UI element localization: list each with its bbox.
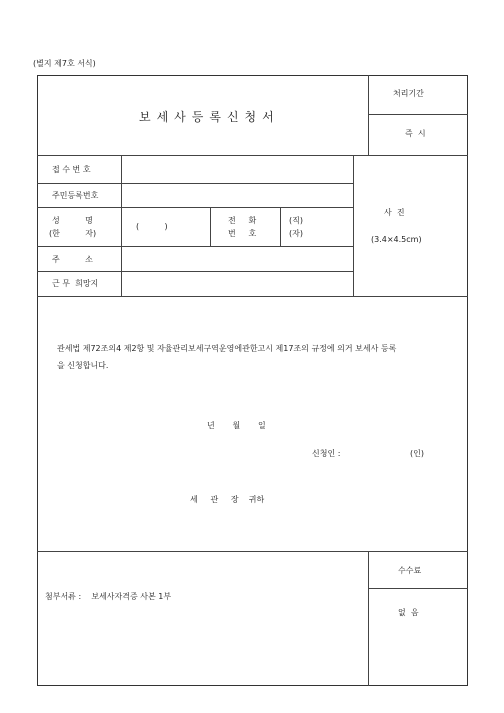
workplace-label: 근 무 희망지 — [52, 279, 99, 288]
rule-name-phone-split — [210, 207, 211, 246]
rule-row3 — [37, 246, 353, 247]
rule-footer-top — [37, 551, 468, 552]
name-label: 성 명 — [52, 216, 93, 225]
name-hanja-label: (한 자) — [49, 229, 97, 238]
resident-number-label: 주민등록번호 — [52, 191, 99, 200]
rule-row2 — [37, 207, 353, 208]
application-date: 년 월 일 — [207, 421, 266, 430]
receipt-number-label: 접 수 번 호 — [52, 165, 91, 174]
rule-photo-left — [353, 155, 354, 296]
rule-fields-bottom — [37, 296, 468, 297]
fee-value: 없 음 — [398, 608, 419, 617]
processing-period-value: 즉 시 — [405, 129, 426, 138]
phone-home-label: (자) — [289, 229, 303, 238]
phone-label: 전 화 — [228, 216, 257, 225]
photo-label: 사 진 — [384, 208, 405, 217]
form-number-label: (별지 제7호 서식) — [33, 59, 96, 68]
attachments: 첨부서류 : 보세사자격증 사본 1부 — [45, 592, 172, 601]
rule-label-column — [121, 155, 122, 296]
form-title: 보세사등록신청서 — [139, 110, 280, 124]
name-hanja-field: ( ) — [136, 222, 168, 231]
processing-period-label: 처리기간 — [393, 89, 424, 98]
addressee: 세 관 장 귀하 — [190, 495, 265, 504]
photo-size: (3.4×4.5cm) — [371, 235, 422, 244]
rule-row1 — [37, 183, 353, 184]
rule-fee-split — [368, 588, 468, 589]
rule-processing-left — [368, 75, 369, 155]
phone-number-label: 번 호 — [228, 229, 257, 238]
address-label: 주 소 — [52, 255, 93, 264]
application-statement-line2: 을 신청합니다. — [57, 361, 109, 370]
applicant-label: 신청인 : — [312, 449, 341, 458]
rule-processing-split — [368, 114, 468, 115]
rule-row4 — [37, 271, 353, 272]
rule-fee-left — [368, 551, 369, 686]
phone-work-label: (직) — [289, 216, 303, 225]
rule-header-bottom — [37, 155, 468, 156]
application-statement-line1: 관세법 제72조의4 제2항 및 자율관리보세구역운영에관한고시 제17조의 규정에 의거 보세사 등록 — [57, 344, 397, 353]
rule-phone-label-split — [280, 207, 281, 246]
seal-mark: (인) — [410, 449, 424, 458]
fee-label: 수수료 — [398, 566, 422, 575]
